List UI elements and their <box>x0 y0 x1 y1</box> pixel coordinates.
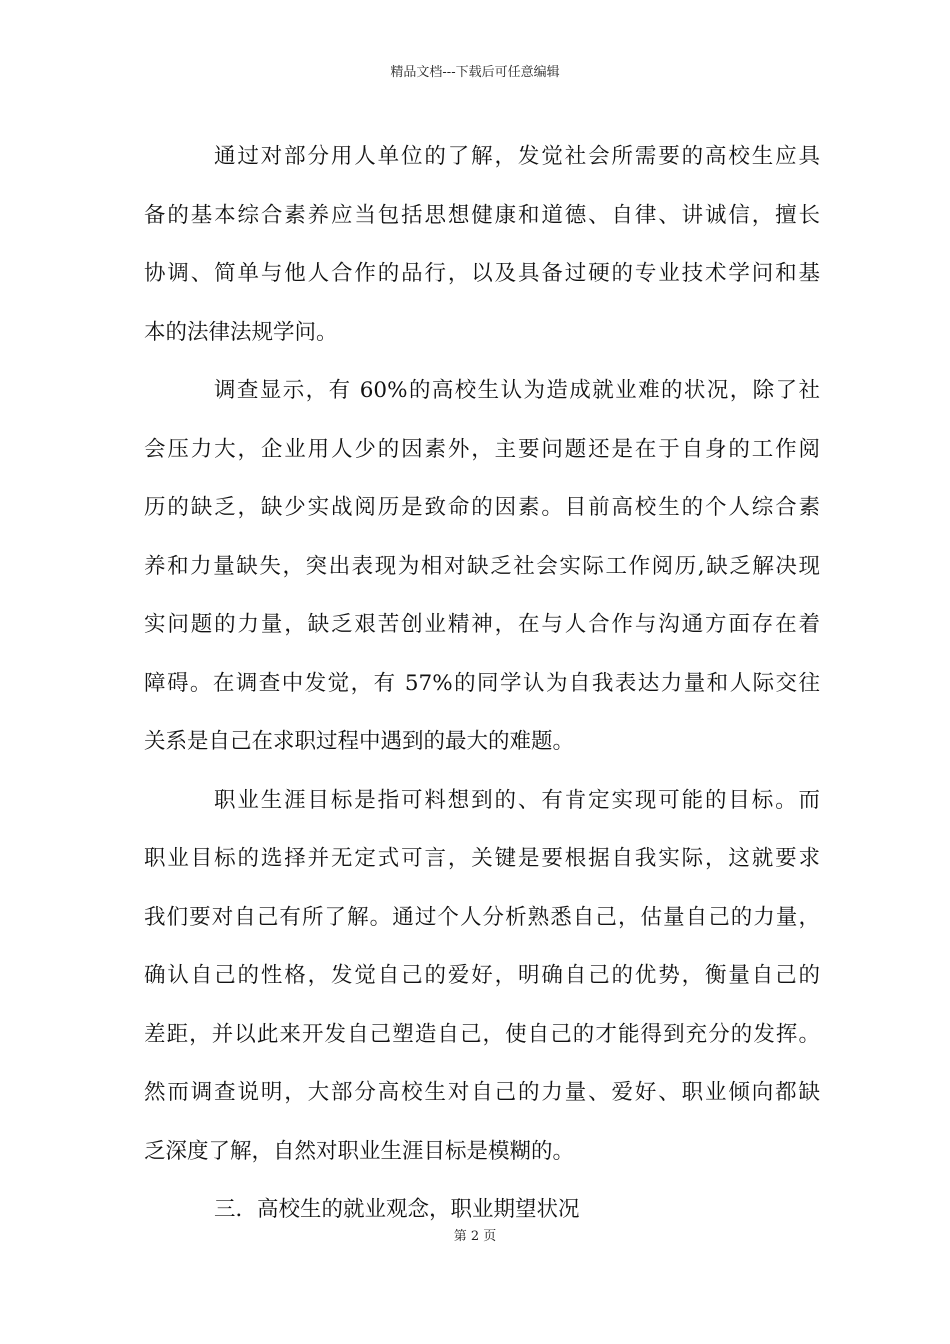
text-line: 历的缺乏，缺少实战阅历是致命的因素。目前高校生的个人综合素 <box>144 495 820 520</box>
text-line: 职业目标的选择并无定式可言，关键是要根据自我实际，这就要求 <box>144 846 820 871</box>
text-line: 我们要对自己有所了解。通过个人分析熟悉自己，估量自己的力量， <box>144 904 820 930</box>
text-line: 实问题的力量，缺乏艰苦创业精神，在与人合作与沟通方面存在着 <box>144 612 820 637</box>
paragraph-2 <box>144 362 820 772</box>
text-line: 差距，并以此来开发自己塑造自己，使自己的才能得到充分的发挥。 <box>144 1021 820 1047</box>
text-line: 然而调查说明，大部分高校生对自己的力量、爱好、职业倾向都缺 <box>144 1080 820 1105</box>
document-body <box>144 128 820 1240</box>
text-line: 协调、简单与他人合作的品行，以及具备过硬的专业技术学问和基 <box>144 261 820 286</box>
page-header: 精品文档---下载后可任意编辑 <box>390 65 560 80</box>
paragraph-1 <box>144 128 820 362</box>
paragraph-3 <box>144 772 820 1182</box>
text-line: 会压力大，企业用人少的因素外，主要问题还是在于自身的工作阅 <box>144 436 820 462</box>
section-heading-text: 三．高校生的就业观念，职业期望状况 <box>214 1197 580 1222</box>
text-line: 本的法律法规学问。 <box>144 319 338 345</box>
page-number: 第 2 页 <box>453 1229 497 1244</box>
text-line: 养和力量缺失，突出表现为相对缺乏社会实际工作阅历,缺乏解决现 <box>144 553 820 579</box>
text-line: 通过对部分用人单位的了解，发觉社会所需要的高校生应具 <box>214 144 820 169</box>
text-line: 备的基本综合素养应当包括思想健康和道德、自律、讲诚信，擅长 <box>144 202 820 228</box>
text-line: 乏深度了解，自然对职业生涯目标是模糊的。 <box>144 1138 575 1164</box>
text-line: 障碍。在调查中发觉，有 57%的同学认为自我表达力量和人际交往 <box>144 670 820 696</box>
text-line: 职业生涯目标是指可料想到的、有肯定实现可能的目标。而 <box>214 787 820 813</box>
text-line: 关系是自己在求职过程中遇到的最大的难题。 <box>144 729 575 754</box>
text-line: 确认自己的性格，发觉自己的爱好，明确自己的优势，衡量自己的 <box>144 963 820 988</box>
text-line: 调查显示，有 60%的高校生认为造成就业难的状况，除了社 <box>214 378 820 403</box>
